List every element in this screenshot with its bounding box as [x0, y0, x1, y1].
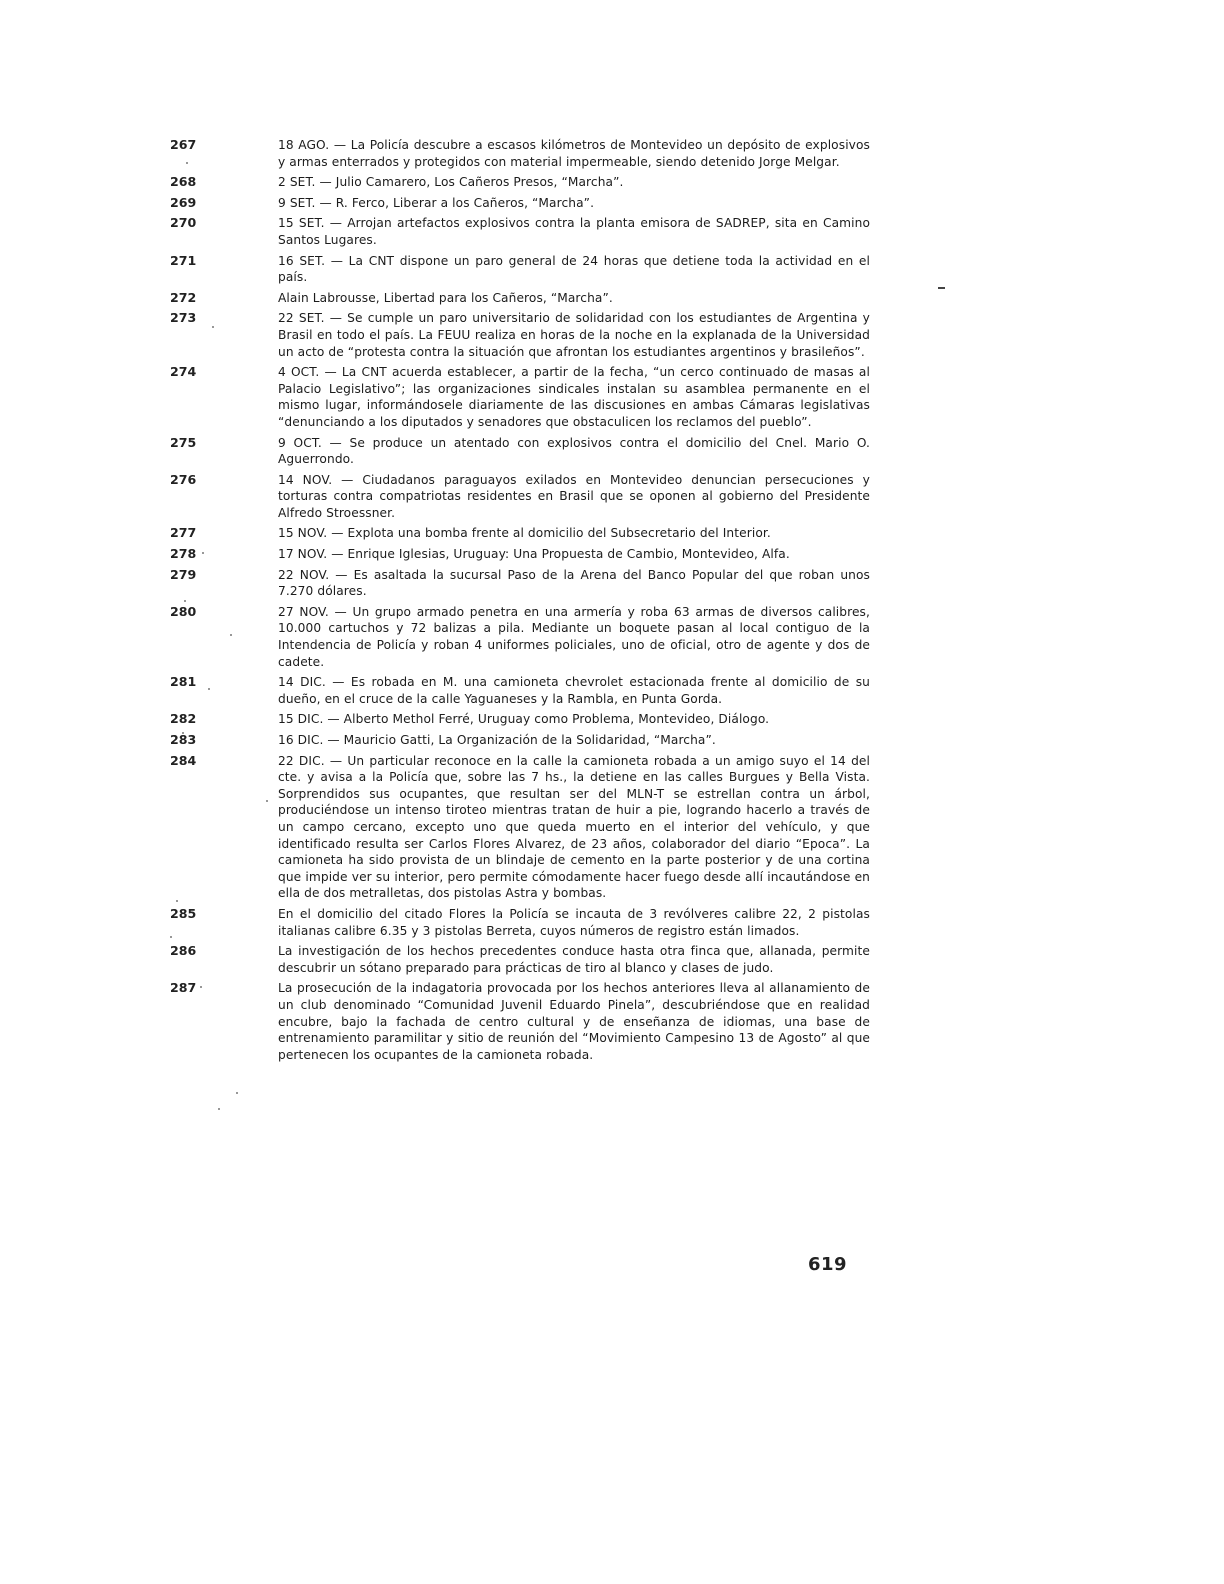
list-item	[166, 195, 876, 212]
list-item	[166, 906, 876, 939]
list-item	[166, 711, 876, 728]
entry-number: 269	[170, 194, 197, 210]
list-item	[166, 472, 876, 522]
entry-number: 285	[170, 905, 197, 921]
entry-number: 268	[170, 174, 197, 190]
entry-number: 272	[170, 289, 197, 305]
list-item	[166, 215, 876, 248]
entry-number: 276	[170, 471, 197, 487]
entry-text: 14 NOV. — Ciudadanos paraguayos exilados en Montevideo denuncian persecuciones y torturas contra compatriotas residentes en Brasil que se oponen al gobierno del Presidente Alfredo Stroessner.	[278, 472, 870, 520]
entry-text: 22 NOV. — Es asaltada la sucursal Paso de la Arena del Banco Popular del que roban unos 7.270 dólares.	[278, 567, 870, 599]
entry-number: 281	[170, 674, 197, 690]
entry-number: 267	[170, 137, 197, 152]
entry-number: 287	[170, 980, 197, 996]
entry-number: 283	[170, 732, 197, 747]
list-item	[166, 253, 876, 286]
entry-text: 15 NOV. — Explota una bomba frente al domicilio del Subsecretario del Interior.	[278, 526, 771, 541]
entry-text: 22 DIC. — Un particular reconoce en la calle la camioneta robada a un amigo suyo el 14 del cte. y avisa a la Policía que, sobre las 7 hs., la detiene en las calles Burgues y Bella Vista. Sorprendidos sus ocupantes, que resultan ser del MLN-T se estrellan contra un árbol, produciéndose un intenso tiroteo mientras tratan de huir a pie, logrando hacerlo a través de un campo cercano, excepto uno que queda muerto en el interior del vehículo, y que identificado resulta ser Carlos Flores Alvarez, de 23 años, colaborador del diario “Epoca”. La camioneta ha sido provista de un blindaje de cemento en la parte posterior y de una cortina que impide ver su interior, pero permite cómodamente hacer fuego desde allí incautándose en ella de dos metralletas, dos pistolas Astra y bombas.	[278, 753, 870, 901]
list-item	[166, 364, 876, 430]
entry-number: 286	[170, 943, 197, 959]
list-item	[166, 567, 876, 600]
entry-number: 284	[170, 752, 197, 768]
list-item	[166, 980, 876, 1063]
entry-text: La prosecución de la indagatoria provocada por los hechos anteriores lleva al allanamiento de un club denominado “Comunidad Juvenil Eduardo Pinela”, descubriéndose que en realidad encubre, bajo la fachada de centro cultural y de enseñanza de idiomas, una base de entrenamiento paramilitar y sitio de reunión del “Movimiento Campesino 13 de Agosto” al que pertenecen los ocupantes de la camioneta robada.	[278, 981, 870, 1062]
entry-number: 271	[170, 252, 197, 268]
list-item	[166, 604, 876, 670]
entry-number: 275	[170, 434, 197, 450]
page-number: 619	[808, 1254, 848, 1275]
entry-text: La investigación de los hechos precedentes conduce hasta otra finca que, allanada, permite descubrir un sótano preparado para prácticas de tiro al blanco y clases de judo.	[278, 944, 870, 975]
entry-text: 14 DIC. — Es robada en M. una camioneta chevrolet estacionada frente al domicilio de su dueño, en el cruce de la calle Yaguaneses y la Rambla, en Punta Gorda.	[278, 675, 870, 706]
list-item	[166, 546, 876, 563]
list-item	[166, 753, 876, 902]
entry-text: En el domicilio del citado Flores la Policía se incauta de 3 revólveres calibre 22, 2 pistolas italianas calibre 6.35 y 3 pistolas Berreta, cuyos números de registro están limados.	[278, 906, 870, 938]
list-item	[166, 310, 876, 360]
entry-text: 9 SET. — R. Ferco, Liberar a los Cañeros, “Marcha”.	[278, 195, 595, 210]
entry-text: 18 AGO. — La Policía descubre a escasos kilómetros de Montevideo un depósito de explosivos y armas enterrados y protegidos con material impermeable, siendo detenido Jorge Melgar.	[278, 138, 870, 169]
margin-dash-mark	[938, 287, 945, 289]
entry-text: 16 DIC. — Mauricio Gatti, La Organización de la Solidaridad, “Marcha”.	[278, 733, 716, 747]
entry-number: 278	[170, 546, 197, 562]
entry-text: Alain Labrousse, Libertad para los Cañeros, “Marcha”.	[278, 290, 613, 305]
list-item	[166, 174, 876, 191]
entry-number: 277	[170, 525, 197, 541]
entry-text: 9 OCT. — Se produce un atentado con explosivos contra el domicilio del Cnel. Mario O. Aguerrondo.	[278, 435, 870, 467]
entry-text: 15 SET. — Arrojan artefactos explosivos contra la planta emisora de SADREP, sita en Camino Santos Lugares.	[278, 216, 870, 247]
list-item	[166, 137, 876, 170]
list-item	[166, 943, 876, 976]
list-item	[166, 435, 876, 468]
entry-text: 27 NOV. — Un grupo armado penetra en una armería y roba 63 armas de diversos calibres, 10.000 cartuchos y 72 balizas a pila. Mediante un boquete pasan al local contiguo de la Intendencia de Policía y roban 4 uniformes policiales, uno de oficial, otro de agente y dos de cadete.	[278, 604, 870, 669]
entry-text: 17 NOV. — Enrique Iglesias, Uruguay: Una Propuesta de Cambio, Montevideo, Alfa.	[278, 547, 790, 562]
list-item	[166, 525, 876, 542]
scan-speck	[218, 1108, 220, 1110]
list-item	[166, 674, 876, 707]
entry-number: 282	[170, 711, 197, 727]
entry-text: 22 SET. — Se cumple un paro universitario de solidaridad con los estudiantes de Argentina y Brasil en todo el país. La FEUU realiza en horas de la noche en la explanada de la Universidad un acto de “protesta contra la situación que afrontan los estudiantes argentinos y brasileños”.	[278, 311, 870, 359]
entry-text: 4 OCT. — La CNT acuerda establecer, a partir de la fecha, “un cerco continuado de masas al Palacio Legislativo”; las organizaciones sindicales instalan su asamblea permanente en el mismo lugar, informándosele diariamente de las discusiones en ambas Cámaras legislativas “denunciando a los diputados y senadores que obstaculicen los reclamos del pueblo”.	[278, 365, 870, 429]
list-item	[166, 732, 876, 749]
scan-speck	[236, 1092, 238, 1094]
entry-text: 15 DIC. — Alberto Methol Ferré, Uruguay como Problema, Montevideo, Diálogo.	[278, 712, 770, 727]
entry-number: 280	[170, 603, 197, 619]
entry-text: 2 SET. — Julio Camarero, Los Cañeros Presos, “Marcha”.	[278, 175, 624, 190]
entry-number: 274	[170, 364, 197, 380]
entry-number: 273	[170, 310, 197, 326]
entry-text: 16 SET. — La CNT dispone un paro general de 24 horas que detiene toda la actividad en el país.	[278, 253, 870, 285]
chronology-list	[166, 137, 876, 1067]
entry-number: 279	[170, 566, 197, 582]
list-item	[166, 290, 876, 307]
entry-number: 270	[170, 215, 197, 231]
